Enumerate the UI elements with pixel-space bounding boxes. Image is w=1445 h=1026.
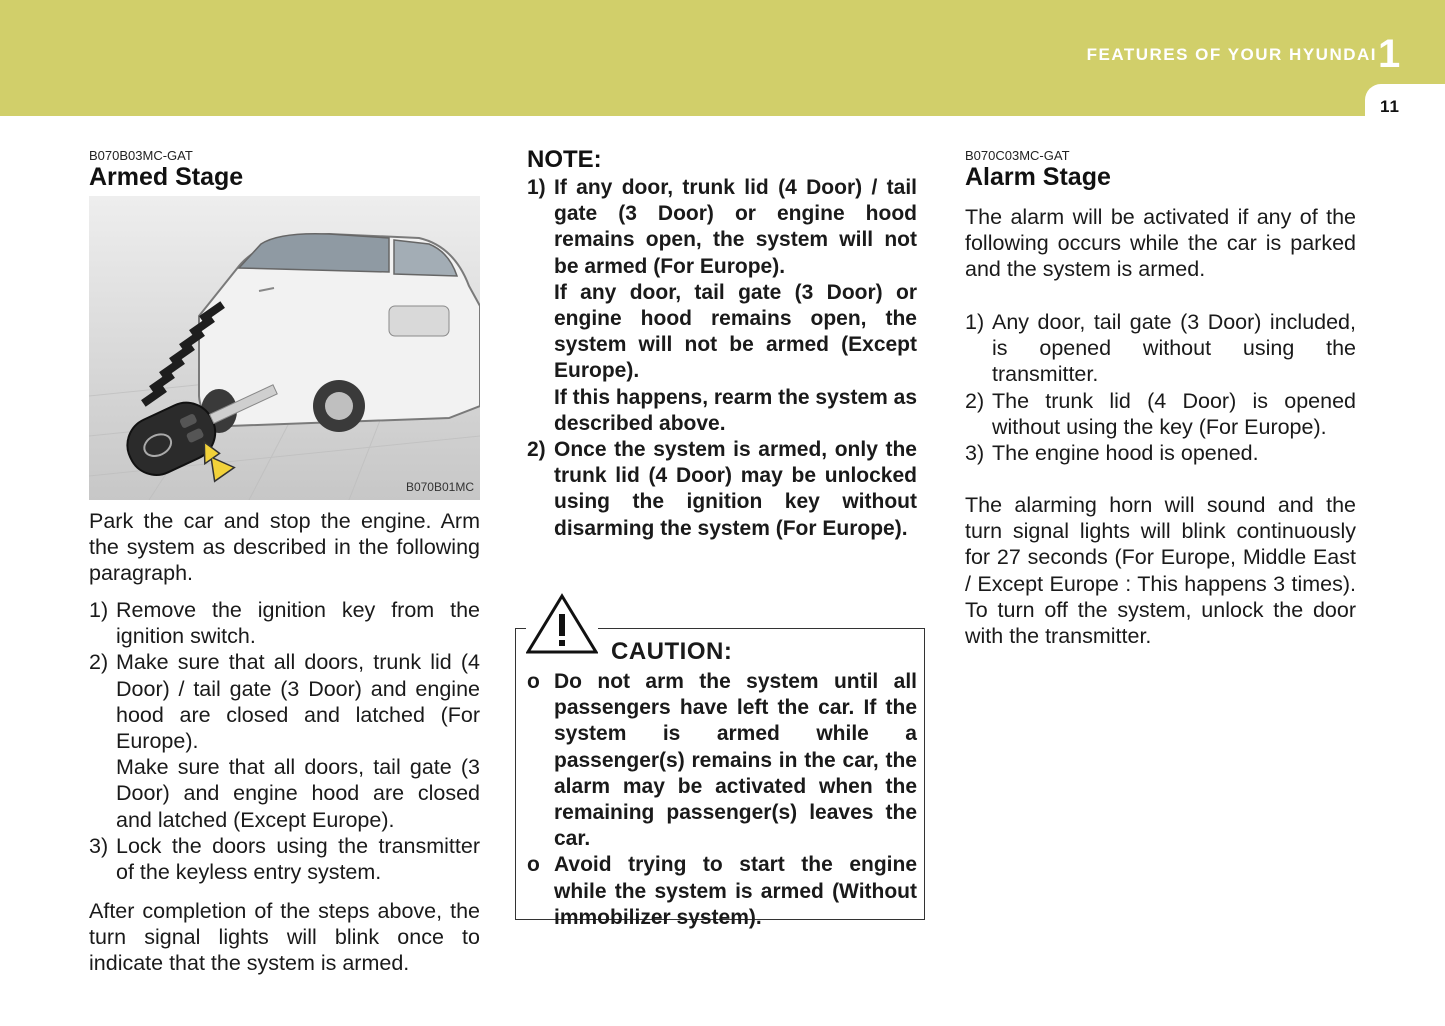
caution-text: Do not arm the system until all passengers have left the car. If the system is armed while a passenger(s) remains in the car, the alarm may be activated when the remaining passenger(s) leaves the car. bbox=[554, 670, 917, 851]
caution-title: CAUTION: bbox=[611, 638, 733, 665]
step-number: 3) bbox=[89, 833, 109, 858]
note-number: 2) bbox=[527, 438, 546, 462]
note-text-except-europe: If any door, tail gate (3 Door) or engine hood remains open, the system will not be armed (Except Europe). bbox=[554, 280, 917, 383]
warning-triangle-icon bbox=[526, 592, 598, 656]
condition-number: 3) bbox=[965, 441, 985, 466]
condition-text: The engine hood is opened. bbox=[992, 441, 1259, 466]
step-text: Remove the ignition key from the ignition switch. bbox=[116, 598, 480, 649]
note-title: NOTE: bbox=[527, 146, 602, 173]
image-caption-code: B070B01MC bbox=[405, 480, 474, 494]
list-item bbox=[527, 437, 917, 542]
caution-text: Avoid trying to start the engine while the system is armed (Without immobilizer system). bbox=[554, 853, 917, 929]
step-text-except-europe: Make sure that all doors, tail gate (3 Door) and engine hood are closed and latched (Except Europe). bbox=[116, 755, 480, 832]
step-text: Lock the doors using the transmitter of the keyless entry system. bbox=[116, 833, 480, 885]
car-illustration bbox=[89, 196, 480, 500]
armed-steps-list bbox=[89, 597, 480, 885]
left-section-code: B070B03MC-GAT bbox=[89, 148, 193, 163]
list-item bbox=[965, 309, 1356, 388]
caution-list bbox=[527, 669, 917, 931]
condition-text: Any door, tail gate (3 Door) included, is opened without using the transmitter. bbox=[992, 310, 1356, 387]
condition-number: 1) bbox=[965, 310, 985, 334]
note-text: If any door, trunk lid (4 Door) / tail gate (3 Door) or engine hood remains open, the system will not be armed (For Europe). bbox=[554, 176, 917, 278]
list-item bbox=[89, 597, 480, 649]
note-text-rearm: If this happens, rearm the system as described above. bbox=[554, 385, 917, 435]
armed-outro-text: After completion of the steps above, the turn signal lights will blink once to indicate that the system is armed. bbox=[89, 899, 480, 976]
list-item bbox=[89, 649, 480, 832]
right-section-code: B070C03MC-GAT bbox=[965, 148, 1070, 163]
step-number: 1) bbox=[89, 598, 109, 622]
page-number-tab bbox=[1365, 84, 1445, 126]
alarm-outro-text: The alarming horn will sound and the turn signal lights will blink continuously for 27 seconds (For Europe, Middle East / Except Europe : This happens 3 times). To turn off the system, unlock the door with the transmitter. bbox=[965, 493, 1356, 649]
chapter-number: 1 bbox=[1378, 32, 1401, 76]
section-title: FEATURES OF YOUR HYUNDAI bbox=[1086, 45, 1377, 64]
condition-text: The trunk lid (4 Door) is opened without using the key (For Europe). bbox=[992, 388, 1356, 439]
note-text: Once the system is armed, only the trunk lid (4 Door) may be unlocked using the ignition key without disarming the system (For Europe). bbox=[554, 438, 917, 540]
list-item bbox=[89, 833, 480, 885]
list-item bbox=[527, 669, 917, 852]
alarm-stage-heading: Alarm Stage bbox=[965, 163, 1111, 191]
step-text: Make sure that all doors, trunk lid (4 Door) / tail gate (3 Door) and engine hood are closed and latched (For Europe). bbox=[116, 650, 480, 754]
step-number: 2) bbox=[89, 650, 109, 675]
list-item bbox=[527, 852, 917, 931]
armed-stage-illustration bbox=[89, 196, 480, 500]
alarm-conditions-list bbox=[965, 309, 1356, 466]
armed-intro-text: Park the car and stop the engine. Arm the system as described in the following paragraph. bbox=[89, 509, 480, 586]
note-list bbox=[527, 175, 917, 542]
caution-bullet: o bbox=[527, 670, 540, 693]
list-item bbox=[527, 175, 917, 437]
note-number: 1) bbox=[527, 176, 546, 199]
page-number: 11 bbox=[1380, 97, 1400, 116]
caution-bullet: o bbox=[527, 853, 540, 877]
list-item bbox=[965, 440, 1356, 466]
list-item bbox=[965, 388, 1356, 440]
armed-stage-heading: Armed Stage bbox=[89, 163, 244, 191]
alarm-intro-text: The alarm will be activated if any of the following occurs while the car is parked and the system is armed. bbox=[965, 205, 1356, 282]
condition-number: 2) bbox=[965, 388, 985, 413]
